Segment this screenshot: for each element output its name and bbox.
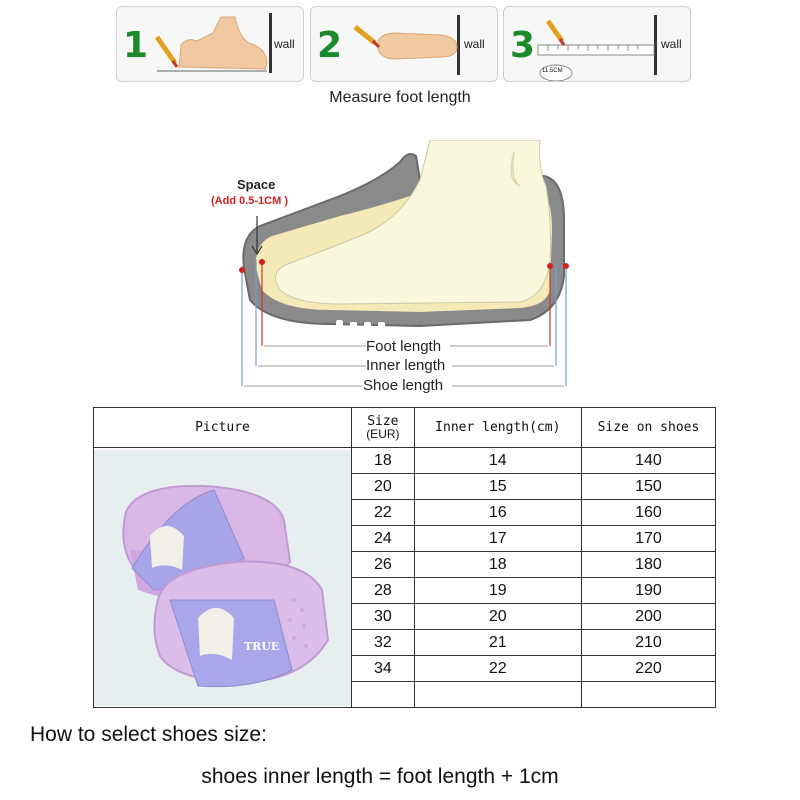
shoe-length-label: Shoe length <box>363 377 444 394</box>
size-table <box>93 407 716 708</box>
cell-size <box>352 682 415 708</box>
wall-label: wall <box>274 37 295 51</box>
header-size-label: Size <box>367 413 399 429</box>
foot-length-label: Foot length <box>366 338 442 355</box>
size-formula: shoes inner length = foot length + 1cm <box>201 765 559 788</box>
cell-size: 32 <box>352 630 415 656</box>
cell-inner: 20 <box>414 604 581 630</box>
wall-label: wall <box>464 37 485 51</box>
cell-size: 34 <box>352 656 415 682</box>
cell-size: 26 <box>352 552 415 578</box>
header-picture: Picture <box>94 408 352 448</box>
inner-length-label: Inner length <box>366 357 446 374</box>
cell-size: 20 <box>352 474 415 500</box>
slipper-text: TRUE <box>244 639 280 653</box>
cell-size: 30 <box>352 604 415 630</box>
cell-size: 18 <box>352 448 415 474</box>
step-number: 2 <box>317 25 343 66</box>
measure-title: Measure foot length <box>329 89 471 106</box>
cell-shoes: 190 <box>581 578 715 604</box>
cell-size: 22 <box>352 500 415 526</box>
step-number: 1 <box>123 25 149 66</box>
header-size <box>352 408 415 448</box>
cell-shoes: 200 <box>581 604 715 630</box>
wall-label: wall <box>661 37 682 51</box>
cell-shoes <box>581 682 715 708</box>
cell-shoes: 150 <box>581 474 715 500</box>
space-label: Space <box>237 177 276 192</box>
measure-step-2 <box>310 6 498 82</box>
shoe-fit-diagram <box>220 140 600 395</box>
cell-inner: 17 <box>414 526 581 552</box>
measure-step-1 <box>116 6 304 82</box>
slipper-photo <box>94 448 352 708</box>
cell-inner: 21 <box>414 630 581 656</box>
header-size-on-shoes: Size on shoes <box>581 408 715 448</box>
cell-inner: 15 <box>414 474 581 500</box>
cell-shoes: 140 <box>581 448 715 474</box>
space-note: (Add 0.5-1CM ) <box>211 195 288 207</box>
step-number: 3 <box>510 25 536 66</box>
table-row <box>94 448 716 474</box>
cell-shoes: 180 <box>581 552 715 578</box>
cell-inner: 19 <box>414 578 581 604</box>
header-inner-length: Inner length(cm) <box>414 408 581 448</box>
header-size-unit: (EUR) <box>366 426 400 441</box>
cell-size: 24 <box>352 526 415 552</box>
cell-shoes: 210 <box>581 630 715 656</box>
cell-size: 28 <box>352 578 415 604</box>
cell-inner: 16 <box>414 500 581 526</box>
slipper-photo-image <box>94 450 351 706</box>
size-guide-heading: How to select shoes size: <box>30 723 267 746</box>
cell-inner: 18 <box>414 552 581 578</box>
cell-inner <box>414 682 581 708</box>
ruler-badge: 11.5CM <box>542 68 563 74</box>
table-header-row <box>94 408 716 448</box>
measure-step-3 <box>503 6 691 82</box>
cell-inner: 22 <box>414 656 581 682</box>
cell-inner: 14 <box>414 448 581 474</box>
cell-shoes: 220 <box>581 656 715 682</box>
cell-shoes: 170 <box>581 526 715 552</box>
cell-shoes: 160 <box>581 500 715 526</box>
